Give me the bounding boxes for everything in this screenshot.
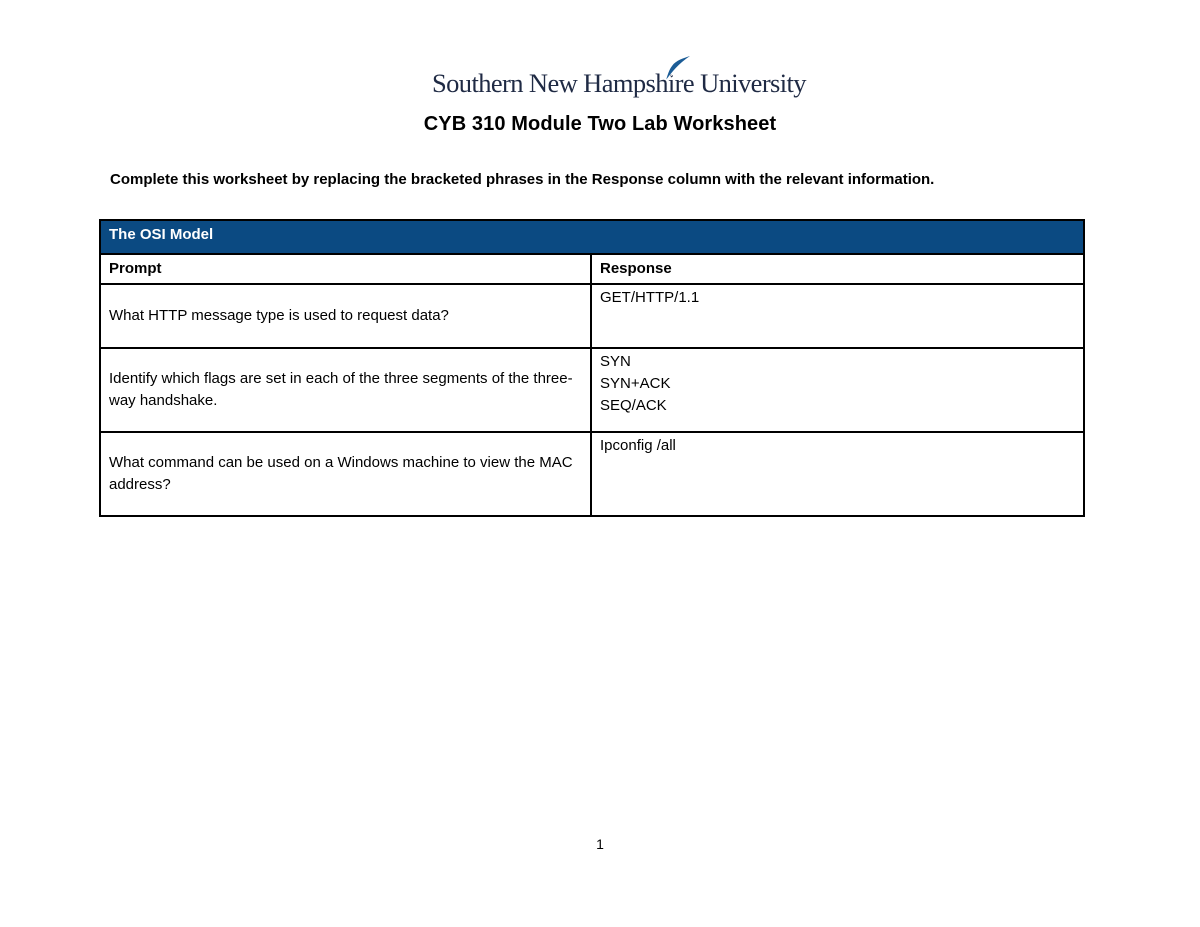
prompt-cell: What HTTP message type is used to request data? (100, 284, 591, 348)
column-header-prompt: Prompt (100, 254, 591, 284)
section-title: The OSI Model (109, 226, 214, 243)
response-line: SEQ/ACK (600, 397, 667, 414)
page-number: 1 (596, 836, 604, 852)
response-cell[interactable] (591, 432, 1084, 516)
document-title: CYB 310 Module Two Lab Worksheet (423, 113, 777, 135)
university-logo (432, 54, 806, 104)
response-line: GET/HTTP/1.1 (600, 289, 700, 306)
response-line: Ipconfig /all (600, 437, 676, 454)
prompt-cell: Identify which flags are set in each of the three segments of the three-way handshake. (100, 348, 591, 432)
response-line: SYN (600, 353, 631, 370)
section-header (100, 220, 1084, 254)
column-header-row (100, 254, 1084, 284)
response-cell[interactable] (591, 348, 1084, 432)
leaf-icon (662, 54, 692, 82)
table-row (100, 284, 1084, 348)
column-header-response: Response (591, 254, 1084, 284)
section-header-row (100, 220, 1084, 254)
instructions-text: Complete this worksheet by replacing the bracketed phrases in the Response column with the relevant information. (110, 171, 935, 188)
university-logo-text: Southern New Hampshire University (432, 68, 806, 98)
response-line: SYN+ACK (600, 375, 671, 392)
worksheet-table (99, 219, 1085, 517)
prompt-cell: What command can be used on a Windows machine to view the MAC address? (100, 432, 591, 516)
table-row (100, 432, 1084, 516)
response-cell[interactable] (591, 284, 1084, 348)
table-row (100, 348, 1084, 432)
